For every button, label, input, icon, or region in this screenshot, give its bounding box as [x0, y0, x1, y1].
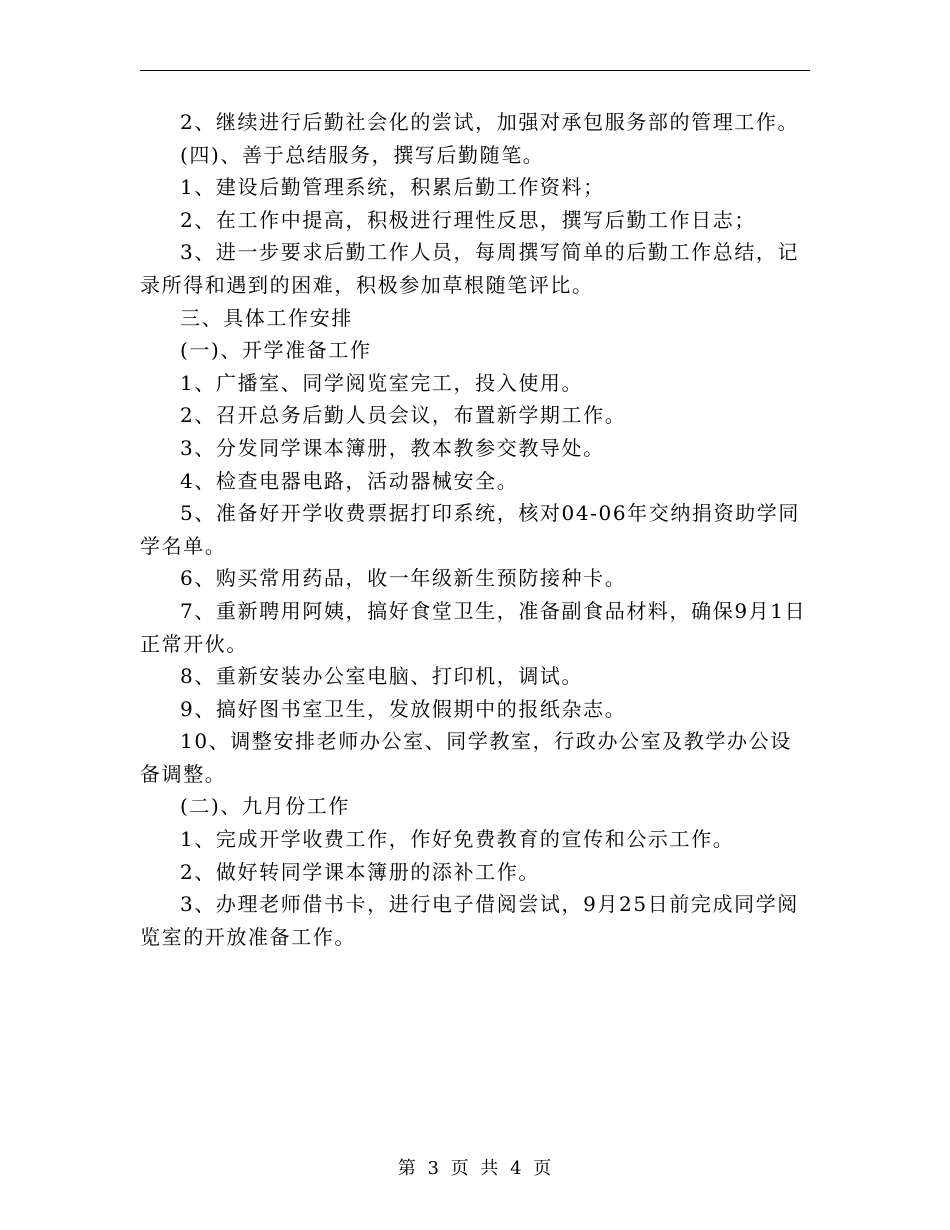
- paragraph: 3、进一步要求后勤工作人员，每周撰写简单的后勤工作总结，记录所得和遇到的困难，积极参加草根随笔评比。: [140, 240, 800, 297]
- paragraph: 9、搞好图书室卫生，发放假期中的报纸杂志。: [180, 696, 627, 721]
- paragraph: 3、分发同学课本簿册，教本教参交教导处。: [180, 435, 605, 460]
- footer-prefix: 第: [397, 1158, 417, 1179]
- paragraph: 1、建设后勤管理系统，积累后勤工作资料；: [180, 175, 605, 200]
- paragraph: 7、重新聘用阿姨，搞好食堂卫生，准备副食品材料，确保9月1日正常开伙。: [140, 598, 807, 656]
- paragraph: 2、做好转同学课本簿册的添补工作。: [180, 859, 540, 884]
- paragraph: 2、继续进行后勤社会化的尝试，加强对承包服务部的管理工作。: [180, 110, 800, 134]
- section-heading: 三、具体工作安排: [180, 305, 353, 330]
- section-heading: (四)、善于总结服务，撰写后勤随笔。: [180, 142, 545, 167]
- paragraph: 3、办理老师借书卡，进行电子借阅尝试，9月25日前完成同学阅览室的开放准备工作。: [140, 892, 799, 949]
- page-footer: [0, 1154, 950, 1180]
- header-rule: [140, 70, 810, 71]
- paragraph: 10、调整安排老师办公室、同学教室，行政办公室及教学办公设备调整。: [140, 729, 792, 786]
- section-heading: (二)、九月份工作: [180, 794, 351, 819]
- footer-current-page: 3: [427, 1158, 440, 1179]
- footer-total-pages: 4: [510, 1158, 523, 1179]
- paragraph: 2、召开总务后勤人员会议，布置新学期工作。: [180, 403, 627, 428]
- paragraph: 8、重新安装办公室电脑、打印机，调试。: [180, 664, 584, 689]
- section-heading: (一)、开学准备工作: [180, 338, 372, 363]
- paragraph: 4、检查电器电路，活动器械安全。: [180, 468, 519, 493]
- paragraph: 1、完成开学收费工作，作好免费教育的宣传和公示工作。: [180, 827, 735, 852]
- paragraph: 6、购买常用药品，收一年级新生预防接种卡。: [180, 566, 627, 591]
- document-body: [140, 106, 810, 953]
- footer-page-word: 页: [450, 1158, 470, 1179]
- footer-suffix: 页: [533, 1158, 553, 1179]
- paragraph: 5、准备好开学收费票据打印系统，核对04-06年交纳捐资助学同学名单。: [140, 501, 800, 558]
- paragraph: 2、在工作中提高，积极进行理性反思，撰写后勤工作日志；: [180, 207, 756, 232]
- footer-total-word: 共: [480, 1158, 500, 1179]
- paragraph: 1、广播室、同学阅览室完工，投入使用。: [180, 370, 584, 395]
